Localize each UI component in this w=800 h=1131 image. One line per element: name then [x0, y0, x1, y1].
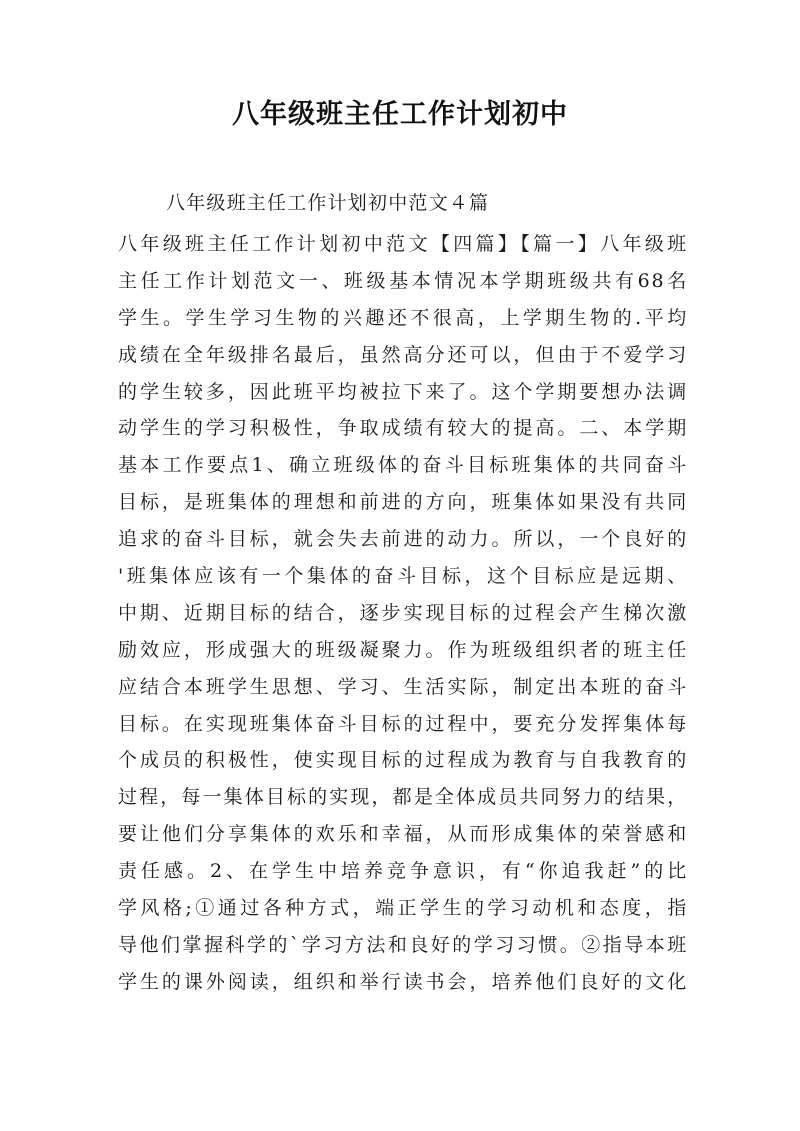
- document-title: 八年级班主任工作计划初中: [232, 99, 568, 130]
- body-line: 励效应，形成强大的班级凝聚力。作为班级组织者的班主任: [118, 638, 688, 661]
- body-line: 应结合本班学生思想、学习、生活实际，制定出本班的奋斗: [118, 675, 688, 698]
- document-body: [118, 226, 688, 1001]
- body-line: 个成员的积极性，使实现目标的过程成为教育与自我教育的: [118, 749, 688, 772]
- body-line: 基本工作要点1、确立班级体的奋斗目标班集体的共同奋斗: [118, 454, 688, 477]
- body-line: 责任感。2、在学生中培养竞争意识，有“你追我赶”的比: [118, 860, 688, 883]
- body-line: 学生。学生学习生物的兴趣还不很高，上学期生物的.平均: [118, 306, 688, 329]
- body-line: 中期、近期目标的结合，逐步实现目标的过程会产生梯次激: [118, 601, 688, 624]
- body-line: 过程，每一集体目标的实现，都是全体成员共同努力的结果，: [118, 786, 688, 809]
- body-line: 动学生的学习积极性，争取成绩有较大的提高。二、本学期: [118, 417, 688, 440]
- body-line: '班集体应该有一个集体的奋斗目标，这个目标应是远期、: [118, 565, 688, 588]
- body-line: 八年级班主任工作计划初中范文【四篇】【篇一】八年级班: [118, 233, 688, 255]
- body-line: 目标。在实现班集体奋斗目标的过程中，要充分发挥集体每: [118, 712, 688, 735]
- body-line: 成绩在全年级排名最后，虽然高分还可以，但由于不爱学习: [118, 343, 688, 366]
- body-line: 学生的课外阅读，组织和举行读书会，培养他们良好的文化: [118, 970, 688, 993]
- document-subtitle: 八年级班主任工作计划初中范文４篇: [166, 192, 490, 214]
- body-line: 要让他们分享集体的欢乐和幸福，从而形成集体的荣誉感和: [118, 823, 688, 846]
- body-line: 追求的奋斗目标，就会失去前进的动力。所以，一个良好的: [118, 528, 688, 551]
- body-line: 的学生较多，因此班平均被拉下来了。这个学期要想办法调: [118, 380, 688, 403]
- body-line: 目标，是班集体的理想和前进的方向，班集体如果没有共同: [118, 491, 688, 514]
- body-line: 导他们掌握科学的`学习方法和良好的学习习惯。②指导本班: [118, 933, 688, 956]
- body-line: 学风格;①通过各种方式，端正学生的学习动机和态度，指: [118, 897, 688, 920]
- body-line: 主任工作计划范文一、班级基本情况本学期班级共有68名: [118, 269, 688, 292]
